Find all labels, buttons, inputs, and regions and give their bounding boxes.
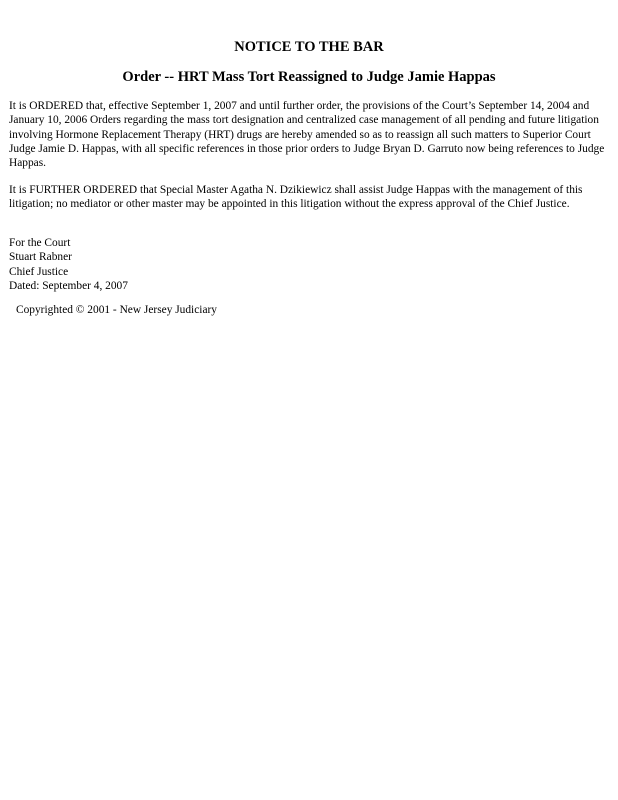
signature-role: Chief Justice	[9, 265, 69, 278]
order-subtitle: Order -- HRT Mass Tort Reassigned to Judge Jamie Happas	[122, 69, 496, 85]
signature-date: Dated: September 4, 2007	[9, 279, 128, 292]
signature-block	[9, 236, 128, 293]
notice-title: NOTICE TO THE BAR	[234, 39, 384, 55]
signature-name: Stuart Rabner	[9, 251, 72, 264]
signature-for-the-court: For the Court	[9, 237, 71, 249]
order-paragraph-1: It is ORDERED that, effective September 1, 2007 and until further order, the provisions of the Court’s September 14, 2004 and January 10, 2006 Orders regarding the mass tort designation and centralized case management of all pending and future litigation involving Hormone Replacement Therapy (HRT) drugs are hereby amended so as to reassign all such matters to Superior Court Judge Jamie D. Happas, with all specific references in those prior orders to Judge Bryan D. Garruto now being references to Judge Happas.	[9, 100, 605, 170]
copyright-notice: Copyrighted © 2001 - New Jersey Judiciary	[16, 304, 217, 316]
order-paragraph-2: It is FURTHER ORDERED that Special Master Agatha N. Dzikiewicz shall assist Judge Happas with the management of this litigation; no mediator or other master may be appointed in this litigation without the express approval of the Chief Justice.	[9, 184, 583, 211]
